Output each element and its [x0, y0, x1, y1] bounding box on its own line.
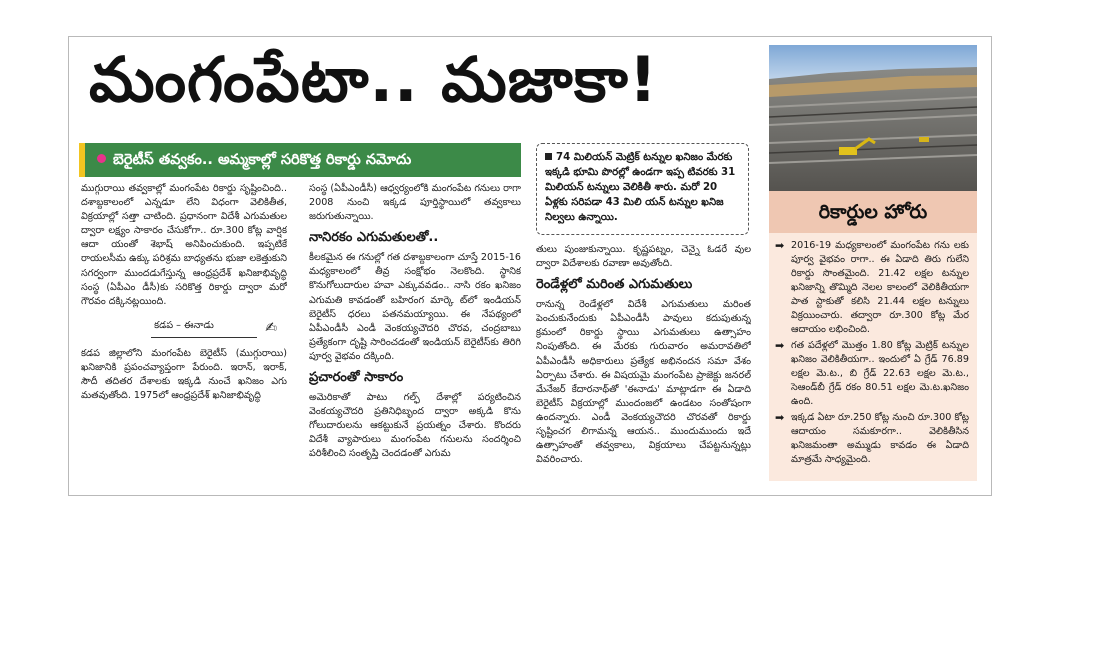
list-item-text: ఇక్కడ ఏటా రూ.250 కోట్ల నుంచి రూ.300 కోట్ల ఆదాయం సమకూరగా.. వెలికితీసిన ఖనిజమంతా అమ్ముడు కావడం ఈ ఏడాది మాత్రమే సాధ్యమైంది.	[791, 412, 969, 465]
article-column-1	[81, 182, 287, 403]
section-subheading: నానిరకం ఎగుమతులతో..	[309, 230, 439, 246]
pen-icon: ✍	[265, 319, 277, 336]
section-subheading: రెండేళ్లలో మరింత ఎగుమతులు	[536, 277, 693, 293]
paragraph: రానున్న రెండేళ్లలో విదేశీ ఎగుమతులు మరింత పెంచుకునేందుకు ఏపీఎండీసీ పావులు కదుపుతున్న క్రమంలో రికార్డు స్థాయి ఎగుమతులు ఉత్సాహం నింపుతోంది. ఈ మేరకు గురువారం అమరావతిలో ఏపీఎండీసీ అధికారులు ప్రత్యేక అభినందన సమా వేశం ఏర్పాటు చేశారు. ఈ విషయమై మంగంపేట ప్రాజెక్టు జనరల్ మేనేజర్ కేదారనాథ్‌తో 'ఈనాడు' మాట్లాడగా ఈ ఏడాది బెరైటీస్ విక్రయాల్లో ముందంజలో ఉండటం సంతోషంగా ఉందన్నారు. ఎండీ వెంకయ్యచౌదరి చొరవతో రికార్డు సృష్టించగ లిగామన్న ఆయన.. ముందుముందు ఇదే ఉత్సాహంతో తవ్వకాలు, విక్రయాలు చేపట్టనున్నట్లు వివరించారు.	[536, 299, 751, 466]
subheadline-bar	[79, 143, 521, 177]
paragraph: కడప జిల్లాలోని మంగంపేట బెరైటీస్ (ముగ్గురాయి) ఖనిజానికి ప్రపంచవ్యాప్తంగా పేరుంది. ఇరాన్, ఇరాక్, సౌదీ తదితర దేశాలకు ఇక్కడి నుంచే ఖనిజం ఎగు మతవుతోంది. 1975లో ఆంధ్రప్రదేశ్ ఖనిజాభివృద్ధి	[81, 347, 287, 402]
arrow-right-icon: ➡	[775, 239, 785, 252]
list-item	[775, 239, 969, 337]
list-item-text: 2016-19 మధ్యకాలంలో మంగంపేట గను లకు పూర్వ వైభవం రాగా.. ఈ ఏడాది తిరు గులేని రికార్డు సొంతమైంది. 21.42 లక్షల టన్నుల ఖనిజాన్ని తొమ్మిది నెలల కాలంలో వెలికితీయగా పాత స్టాకుతో కలిసి 21.44 లక్షల టన్నులు విక్రయించారు. తద్వారా రూ.300 కోట్ల మేర ఆదాయం లభించింది.	[791, 240, 969, 335]
newspaper-clipping	[68, 36, 992, 496]
dateline	[81, 319, 287, 341]
quarry-image	[769, 45, 977, 191]
paragraph: సంస్థ (ఏపీఎండీసీ) ఆధ్వర్యంలోకి మంగంపేట గనులు రాగా 2008 నుంచి ఇక్కడ పూర్తిస్థాయిలో తవ్వకాలు జరుగుతున్నాయి.	[309, 183, 521, 223]
highlight-text: 74 మిలియన్ మెట్రిక్ టన్నుల ఖనిజం మేరకు ఇక్కడి భూమి పొరల్లో ఉండగా ఇప్ప టివరకు 31 మిలియన్ టన్నులు వెలికితీ శారు. మరో 20 ఏళ్లకు సరిపడా 43 మిలి యన్ టన్నుల ఖనిజ నిల్వలు ఉన్నాయి.	[545, 152, 736, 223]
lead-paragraph: ముగ్గురాయి తవ్వకాల్లో మంగంపేట రికార్డు సృష్టించింది.. దశాబ్దకాలంలో ఎన్నడూ లేని విధంగా వెలికితీత, విక్రయాల్లో సత్తా చాటింది. ప్రధానంగా విదేశీ ఎగుమతుల ద్వారా లక్ష్యం సాకారం చేసుకోగా.. రూ.300 కోట్ల వార్షిక ఆదా యంతో శెభాష్ అనిపించుకుంది. ఇప్పటికే రాయలసీమ ఉక్కు పరిశ్రమ బాధ్యతను భుజా లకెత్తుకుని సగర్వంగా ముందడుగేస్తున్న ఆంధ్రప్రదేశ్ ఖనిజాభివృద్ధి సంస్థ (ఏపీఎం డీసీ)కు సరికొత్త రికార్డు ద్వారా మరో గౌరవం దక్కినట్లయింది.	[81, 183, 287, 307]
arrow-right-icon: ➡	[775, 339, 785, 352]
highlight-box	[536, 143, 749, 235]
mine-photo	[769, 45, 977, 191]
bullet-dot-icon	[97, 154, 106, 163]
sidebar-title: రికార్డుల హోరు	[769, 191, 977, 233]
section-subheading: ప్రచారంతో సాకారం	[309, 370, 404, 386]
article-column-3	[536, 243, 751, 467]
list-item	[775, 339, 969, 409]
article-column-2	[309, 182, 521, 462]
sidebar-panel	[769, 191, 977, 481]
list-item	[775, 411, 969, 467]
paragraph: అమెరికాతో పాటు గల్ఫ్ దేశాల్లో పర్యటించిన వెంకయ్యచౌదరి ప్రతినిధిబృంద ద్వారా అక్కడి కొను గోలుదారులను ఆకట్టుకునే ప్రయత్నం చేశారు. కొందరు విదేశీ వ్యాపారులు మంగంపేట గనులను సందర్శించి పరిశీలించి సంతృప్తి చెందడంతో ఎగుమ	[309, 392, 521, 460]
subheadline: బెరైటీస్ తవ్వకం.. అమ్మకాల్లో సరికొత్త రికార్డు నమోదు	[113, 152, 412, 168]
dateline-text: కడప – ఈనాడు	[154, 319, 214, 331]
dateline-rule	[151, 337, 257, 338]
arrow-right-icon: ➡	[775, 411, 785, 424]
headline: మంగంపేటా.. మజాకా!	[89, 43, 659, 116]
sidebar-list	[769, 233, 977, 467]
paragraph: కీలకమైన ఈ గనుల్లో గత దశాబ్దకాలంగా చూస్తే 2015-16 మధ్యకాలంలో తీవ్ర సంక్షోభం నెలకొంది. స్థానిక కొనుగోలుదారుల హవా ఎక్కువవడం.. నాసి రకం ఖనిజం ఎగుమతి కావడంతో బహిరంగ మార్కె ట్‌లో ఇండియన్ బెరైటీస్ ధరలు పతనమయ్యాయి. ఈ నేపథ్యంలో ఏపీఎండీసీ ఎండీ వెంకయ్యచౌదరి చొరవ, చంద్రబాబు ప్రత్యేకంగా దృష్టి సారించడంతో ఇండియన్ బెరైటీస్‌కు తిరిగి పూర్వ వైభవం దక్కింది.	[309, 252, 521, 362]
paragraph: తులు పుంజుకున్నాయి. కృష్ణపట్నం, చెన్నై ఓడరే వుల ద్వారా విదేశాలకు రవాణా అవుతోంది.	[536, 244, 751, 270]
square-bullet-icon	[545, 153, 552, 160]
list-item-text: గత పదేళ్లలో మొత్తం 1.80 కోట్ల మెట్రిక్ టన్నుల ఖనిజం వెలికితీయగా.. ఇందులో ఏ గ్రేడ్ 76.89 లక్షల మె.ట., బి గ్రేడ్ 22.63 లక్షల మె.ట., సెఆండ్‌బీ గ్రేడ్ రకం 80.51 లక్షల మె.ట.ఖనిజం ఉంది.	[791, 340, 969, 407]
